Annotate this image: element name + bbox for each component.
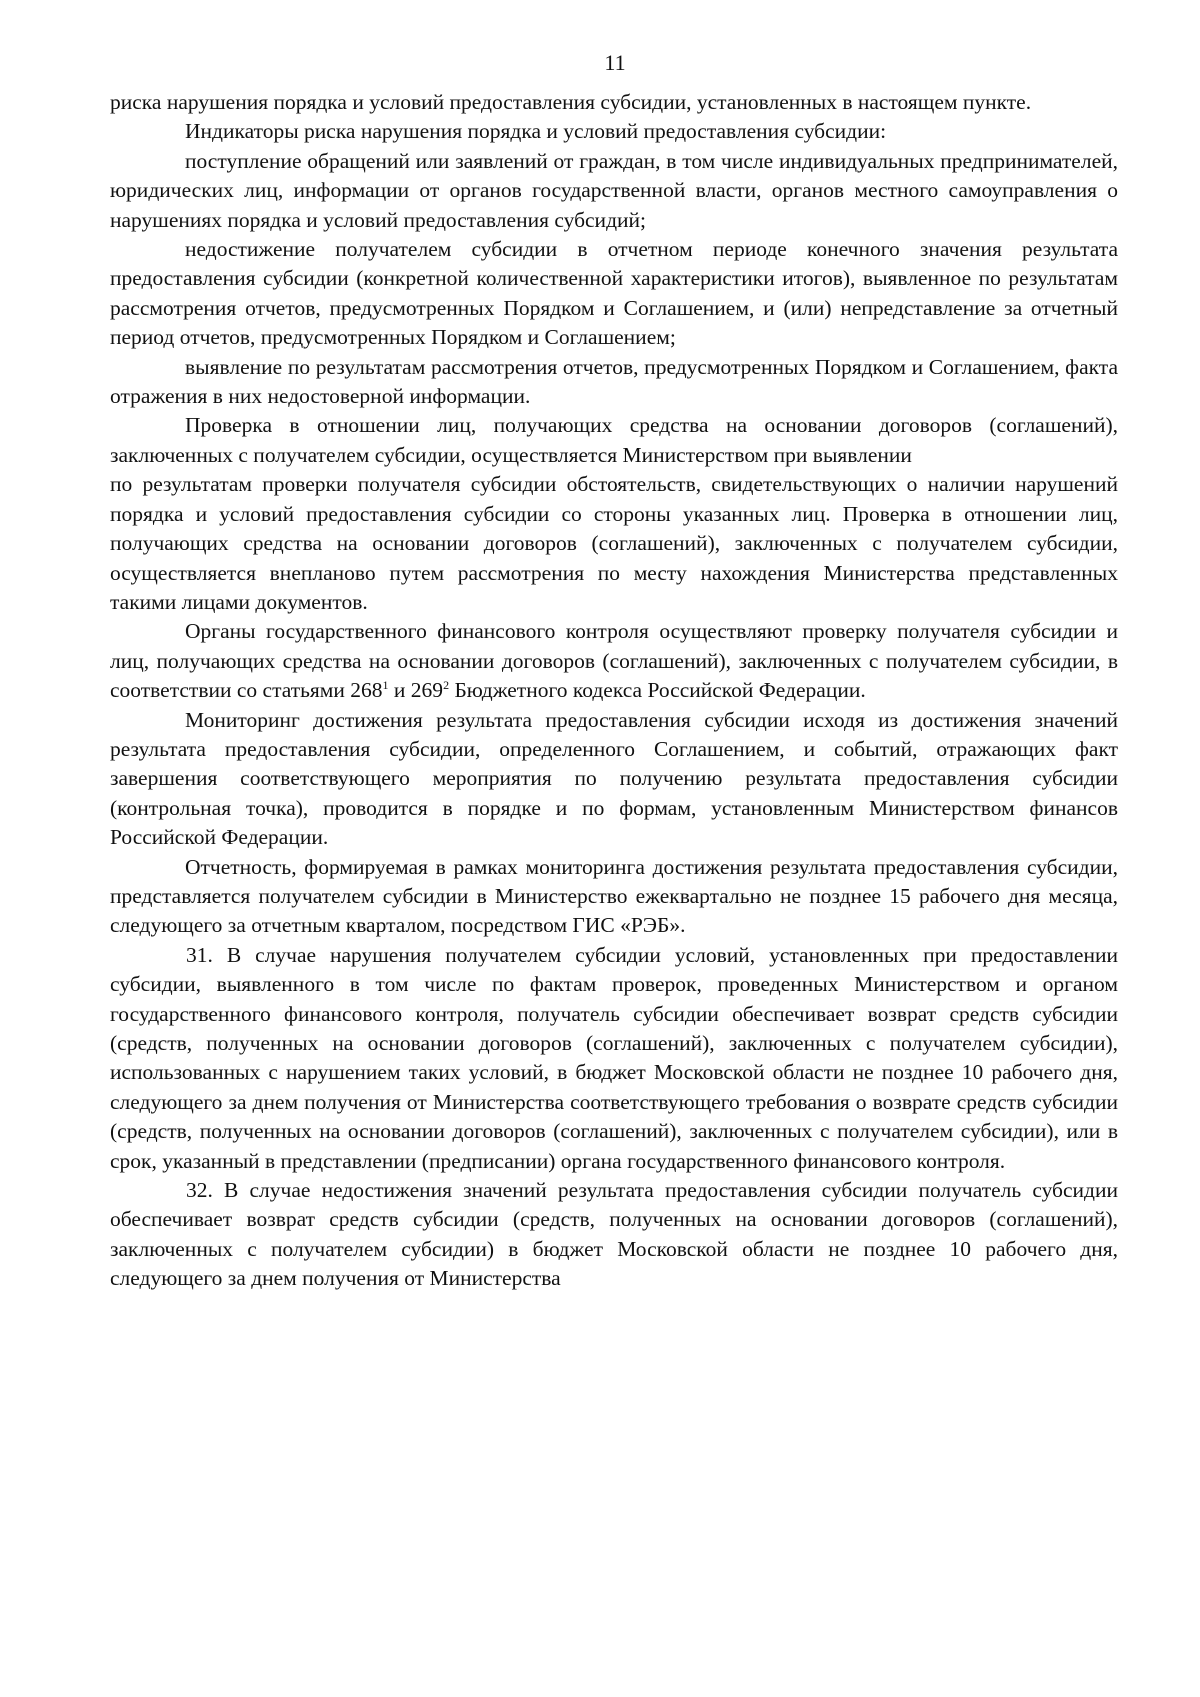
paragraph: Индикаторы риска нарушения порядка и условий предоставления субсидии: bbox=[185, 119, 887, 144]
paragraph: по результатам проверки получателя субсидии обстоятельств, свидетельствующих о наличии нарушений порядка и условий предоставления субсидии со стороны указанных лиц. Проверка в отношении лиц, получающих средства на основании договоров (соглашений), заключенных с получателем субсидии, осуществляется внепланово путем рассмотрения по месту нахождения Министерства представленных такими лицами документов. bbox=[110, 472, 1118, 614]
document-body bbox=[110, 88, 1118, 1294]
superscript: 1 bbox=[382, 677, 389, 692]
paragraph: Мониторинг достижения результата предоставления субсидии исходя из достижения значений результата предоставления субсидии, определенного Соглашением, и событий, отражающих факт завершения соответствующего мероприятия по получению результата предоставления субсидии (контрольная точка), проводится в порядке и по формам, установленным Министерством финансов Российской Федерации. bbox=[110, 707, 1118, 850]
paragraph-text: Бюджетного кодекса Российской Федерации. bbox=[449, 678, 866, 703]
paragraph: поступление обращений или заявлений от граждан, в том числе индивидуальных предпринимателей, юридических лиц, информации от органов государственной власти, органов местного самоуправления о нарушениях порядка и условий предоставления субсидий; bbox=[110, 148, 1118, 232]
paragraph: выявление по результатам рассмотрения отчетов, предусмотренных Порядком и Соглашением, факта отражения в них недостоверной информации. bbox=[110, 354, 1118, 409]
paragraph: недостижение получателем субсидии в отчетном периоде конечного значения результата предоставления субсидии (конкретной количественной характеристики итогов), выявленное по результатам рассмотрения отчетов, предусмотренных Порядком и Соглашением, и (или) непредставление за отчетный период отчетов, предусмотренных Порядком и Соглашением; bbox=[110, 237, 1118, 350]
superscript: 2 bbox=[443, 677, 450, 692]
paragraph: 31. В случае нарушения получателем субсидии условий, установленных при предоставлении субсидии, выявленного в том числе по фактам проверок, проведенных Министерством и органом государственного финансового контроля, получатель субсидии обеспечивает возврат средств субсидии (средств, полученных на основании договоров (соглашений), заключенных с получателем субсидии), использованных с нарушением таких условий, в бюджет Московской области не позднее 10 рабочего дня, следующего за днем получения от Министерства соответствующего требования о возврате средств субсидии (средств, полученных на основании договоров (соглашений), заключенных с получателем субсидии), или в срок, указанный в представлении (предписании) органа государственного финансового контроля. bbox=[110, 942, 1118, 1173]
paragraph: Проверка в отношении лиц, получающих средства на основании договоров (соглашений), заключенных с получателем субсидии, осуществляется Министерством при выявлении bbox=[110, 413, 1118, 467]
paragraph: риска нарушения порядка и условий предоставления субсидии, установленных в настоящем пункте. bbox=[110, 90, 1032, 114]
paragraph bbox=[110, 617, 1118, 705]
paragraph: 32. В случае недостижения значений результата предоставления субсидии получатель субсидии обеспечивает возврат средств субсидии (средств, полученных на основании договоров (соглашений), заключенных с получателем субсидии) в бюджет Московской области не позднее 10 рабочего дня, следующего за днем получения от Министерства bbox=[110, 1178, 1118, 1291]
page-number: 11 bbox=[604, 50, 626, 75]
paragraph-text: Органы государственного финансового контроля осуществляют проверку получателя субсидии и лиц, получающих средства на основании договоров (соглашений), заключенных с получателем субсидии, в соответствии со статьями 268 bbox=[110, 619, 1118, 703]
paragraph-text: и 269 bbox=[388, 678, 444, 703]
paragraph: Отчетность, формируемая в рамках мониторинга достижения результата предоставления субсидии, представляется получателем субсидии в Министерство ежеквартально не позднее 15 рабочего дня месяца, следующего за отчетным кварталом, посредством ГИС «РЭБ». bbox=[110, 854, 1118, 938]
